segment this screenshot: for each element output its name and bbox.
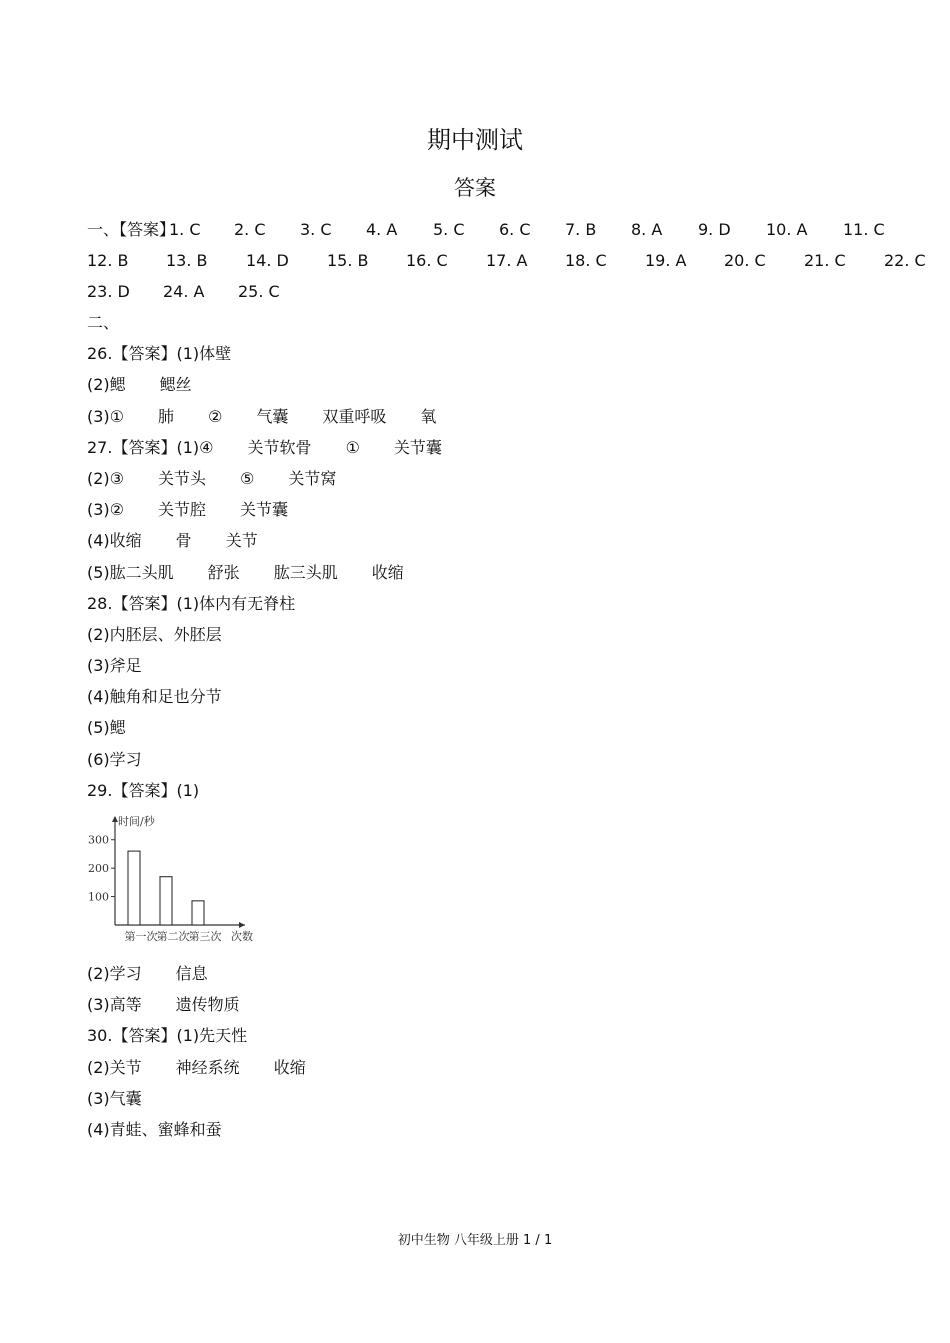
answer-line bbox=[87, 560, 442, 591]
answer-text: 双重呼吸 bbox=[322, 406, 387, 426]
answer-text: (2)鳃 bbox=[87, 375, 126, 395]
answer-line bbox=[87, 1023, 442, 1054]
answer-line bbox=[87, 715, 442, 746]
answer-text: 关节腔 bbox=[158, 500, 207, 520]
answer-line bbox=[87, 310, 442, 341]
page-title: 期中测试 bbox=[427, 126, 523, 154]
mc-answer: 25. C bbox=[238, 282, 280, 301]
mc-row bbox=[87, 248, 937, 279]
answer-text: (2)内胚层、外胚层 bbox=[87, 624, 222, 644]
answer-line bbox=[87, 404, 442, 435]
answer-line bbox=[87, 372, 442, 403]
mc-answer: 8. A bbox=[631, 220, 663, 239]
answer-text: (2)关节 bbox=[87, 1057, 142, 1077]
answer-line bbox=[87, 497, 442, 528]
answer-line bbox=[87, 591, 442, 622]
answer-line bbox=[87, 622, 442, 653]
answer-text: (2)学习 bbox=[87, 964, 142, 983]
mc-answer: 22. C bbox=[884, 251, 926, 270]
y-tick-label: 300 bbox=[88, 833, 109, 847]
mc-answer: 17. A bbox=[486, 251, 528, 270]
answer-text: 27.【答案】(1)④ bbox=[87, 437, 214, 457]
x-category-label: 第一次 bbox=[124, 930, 158, 943]
mc-answer: 2. C bbox=[234, 220, 266, 239]
answer-line bbox=[87, 992, 442, 1023]
answer-text: (5)肱二头肌 bbox=[87, 562, 174, 582]
answer-line bbox=[87, 653, 442, 684]
mc-answer: 11. C bbox=[843, 220, 885, 239]
answer-text: (6)学习 bbox=[87, 749, 142, 769]
answer-text: (2)③ bbox=[87, 468, 125, 488]
mc-answer: 21. C bbox=[804, 251, 846, 270]
answer-text: 氧 bbox=[420, 406, 437, 426]
mc-answer: 9. D bbox=[698, 220, 731, 239]
answer-text: 肺 bbox=[158, 406, 175, 426]
mc-row bbox=[87, 217, 937, 248]
chart-container bbox=[87, 809, 442, 961]
bar-chart bbox=[87, 809, 277, 959]
answer-text: 神经系统 bbox=[175, 1057, 240, 1077]
mc-answer: 23. D bbox=[87, 282, 130, 301]
answers-after-chart bbox=[87, 961, 442, 1148]
answer-text: (3)气囊 bbox=[87, 1088, 142, 1108]
mc-row bbox=[87, 279, 937, 310]
mc-answer: 16. C bbox=[406, 251, 448, 270]
answer-text: 收缩 bbox=[371, 562, 404, 582]
answer-text: (4)触角和足也分节 bbox=[87, 687, 222, 707]
bar bbox=[160, 877, 172, 925]
answer-line bbox=[87, 466, 442, 497]
mc-answer: 7. B bbox=[565, 220, 597, 239]
page-subtitle: 答案 bbox=[454, 176, 496, 200]
page-footer: 初中生物 八年级上册 1 / 1 bbox=[397, 1233, 553, 1248]
mc-answer: 14. D bbox=[246, 251, 289, 270]
answer-text: 舒张 bbox=[207, 562, 240, 582]
mc-answer: 18. C bbox=[565, 251, 607, 270]
answer-text: (4)收缩 bbox=[87, 531, 142, 551]
answer-text: 骨 bbox=[175, 531, 192, 551]
answer-text: 关节窝 bbox=[288, 468, 337, 488]
answer-text: (3)① bbox=[87, 406, 125, 426]
answer-line bbox=[87, 778, 442, 809]
bar bbox=[128, 851, 140, 925]
answer-text: (4)青蛙、蜜蜂和蚕 bbox=[87, 1119, 222, 1139]
x-category-label: 第三次 bbox=[188, 930, 222, 943]
mc-answer: 4. A bbox=[366, 220, 398, 239]
answer-body bbox=[87, 310, 442, 1148]
answer-text: 收缩 bbox=[273, 1057, 306, 1077]
answer-line bbox=[87, 341, 442, 372]
answer-line bbox=[87, 961, 442, 992]
answer-text: 气囊 bbox=[256, 406, 289, 426]
mc-answer: 20. C bbox=[724, 251, 766, 270]
answer-text: 遗传物质 bbox=[175, 995, 240, 1015]
mc-answer: 1. C bbox=[169, 220, 201, 239]
x-category-label: 第二次 bbox=[156, 930, 190, 943]
answer-text: ① bbox=[345, 437, 360, 457]
answer-text: 关节头 bbox=[158, 468, 207, 488]
mc-answer: 10. A bbox=[766, 220, 808, 239]
answer-text: (3)高等 bbox=[87, 995, 142, 1015]
mc-answer: 12. B bbox=[87, 251, 129, 270]
answer-text: 关节 bbox=[225, 531, 258, 551]
x-axis-arrow bbox=[239, 922, 245, 928]
bar bbox=[192, 901, 204, 925]
y-tick-label: 100 bbox=[88, 890, 109, 904]
answer-text: (5)鳃 bbox=[87, 718, 126, 738]
answer-text: 26.【答案】(1)体壁 bbox=[87, 344, 232, 364]
answer-text: 关节软骨 bbox=[247, 437, 312, 457]
answers-before-chart bbox=[87, 310, 442, 809]
answer-text: 肱三头肌 bbox=[273, 562, 338, 582]
answer-line bbox=[87, 1117, 442, 1148]
answer-line bbox=[87, 528, 442, 559]
x-axis-label: 次数 bbox=[231, 930, 253, 943]
mc-answer: 19. A bbox=[645, 251, 687, 270]
multiple-choice-answers bbox=[87, 217, 937, 310]
answer-line bbox=[87, 435, 442, 466]
answer-text: (3)斧足 bbox=[87, 656, 142, 676]
mc-answer: 24. A bbox=[163, 282, 205, 301]
mc-answer: 13. B bbox=[166, 251, 208, 270]
answer-text: 信息 bbox=[175, 964, 208, 983]
answer-text: 28.【答案】(1)体内有无脊柱 bbox=[87, 593, 296, 613]
mc-answer: 6. C bbox=[499, 220, 531, 239]
answer-text: ② bbox=[208, 406, 223, 426]
answer-line bbox=[87, 684, 442, 715]
answer-line bbox=[87, 1086, 442, 1117]
mc-answer: 3. C bbox=[300, 220, 332, 239]
mc-answer: 5. C bbox=[433, 220, 465, 239]
mc-label: 一、【答案】 bbox=[87, 220, 176, 239]
answer-text: ⑤ bbox=[240, 468, 255, 488]
y-axis-label: 时间/秒 bbox=[118, 815, 155, 828]
answer-text: 关节囊 bbox=[240, 500, 289, 520]
answer-text: 鳃丝 bbox=[159, 375, 192, 395]
answer-text: 关节囊 bbox=[393, 437, 442, 457]
answer-line bbox=[87, 1055, 442, 1086]
answer-line bbox=[87, 747, 442, 778]
answer-text: (3)② bbox=[87, 500, 125, 520]
mc-answer: 15. B bbox=[327, 251, 369, 270]
answer-text: 30.【答案】(1)先天性 bbox=[87, 1026, 248, 1046]
y-tick-label: 200 bbox=[88, 862, 109, 876]
answer-text: 29.【答案】(1) bbox=[87, 780, 200, 800]
answer-text: 二、 bbox=[87, 313, 120, 332]
